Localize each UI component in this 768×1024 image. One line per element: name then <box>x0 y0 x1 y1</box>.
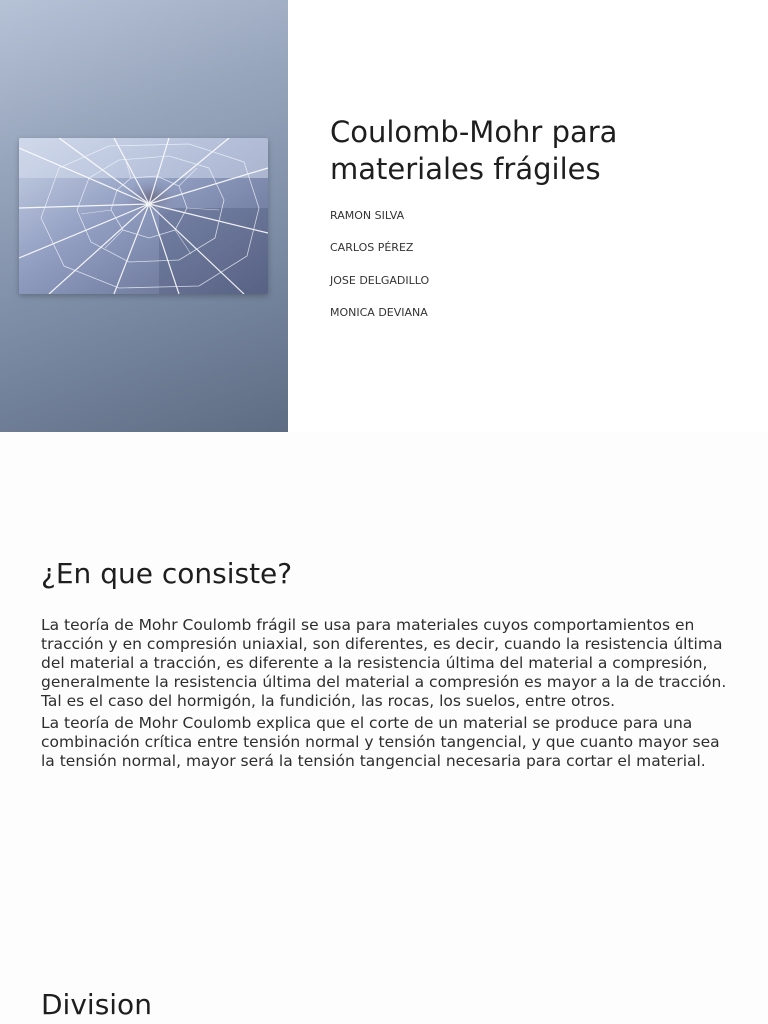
broken-glass-photo <box>19 138 268 294</box>
section-division <box>41 987 731 1023</box>
presentation-title: Coulomb-Mohr para materiales frágiles <box>330 115 618 186</box>
section-en-que-consiste <box>41 556 731 771</box>
title-slide <box>0 0 768 432</box>
author-list <box>330 207 429 337</box>
author-name: CARLOS PÉREZ <box>330 241 414 255</box>
side-panel <box>0 0 288 432</box>
author-name: RAMON SILVA <box>330 209 405 222</box>
author-name: JOSE DELGADILLO <box>330 273 430 287</box>
section-paragraph: La teoría de Mohr Coulomb explica que el corte de un material se produce para una combinación crítica entre tensión normal y tensión tangencial, y que cuanto mayor sea la tensión normal, mayor será la tensión tangencial necesaria para cortar el material. <box>41 714 720 770</box>
section-heading: ¿En que consiste? <box>41 557 293 590</box>
author-name: MONICA DEVIANA <box>330 306 428 320</box>
section-heading: Division <box>41 988 152 1021</box>
section-paragraph: La teoría de Mohr Coulomb frágil se usa para materiales cuyos comportamientos en tracción y en compresión uniaxial, son diferentes, es decir, cuando la resistencia última del material a tracción, es diferente a la resistencia última del material a compresión, generalmente la resistencia última del material a compresión es mayor a la de tracción. Tal es el caso del hormigón, la fundición, las rocas, los suelos, entre otros. <box>41 616 727 710</box>
